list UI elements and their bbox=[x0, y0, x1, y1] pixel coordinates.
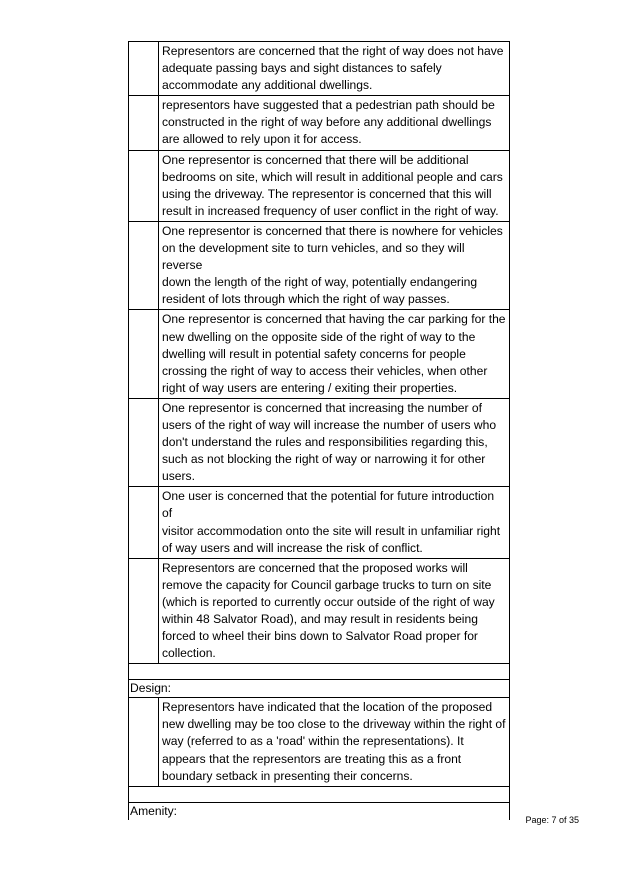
concern-row bbox=[129, 221, 509, 309]
spacer-row bbox=[129, 663, 509, 679]
concern-text: representors have suggested that a pedestrian path should be constructed in the right of way before any additional dwellings are allowed to rely upon it for access. bbox=[162, 98, 495, 147]
concern-text: One representor is concerned that there will be additional bedrooms on site, which will result in additional people and cars using the driveway. The representor is concerned that this will result in increased frequency of user conflict in the right of way. bbox=[162, 152, 503, 218]
concern-text: One user is concerned that the potential for future introduction of visitor accommodation onto the site will result in unfamiliar right of way users and will increase the risk of conflict. bbox=[162, 489, 501, 555]
concern-text: One representor is concerned that there is nowhere for vehicles on the development site to turn vehicles, and so they will reverse down the length of the right of way, potentially endangering resident of lots through which the right of way passes. bbox=[162, 223, 503, 307]
row-gutter bbox=[129, 151, 159, 221]
spacer-row bbox=[129, 786, 509, 802]
concern-row bbox=[129, 398, 509, 486]
concern-row bbox=[129, 486, 509, 557]
concern-text: One representor is concerned that having the car parking for the new dwelling on the opposite side of the right of way to the dwelling will result in potential safety concerns for people crossing the right of way to access their vehicles, when other right of way users are entering / exiting their properties. bbox=[162, 312, 506, 395]
row-gutter bbox=[129, 698, 159, 785]
representations-table bbox=[128, 41, 510, 820]
concern-row bbox=[129, 95, 509, 149]
concern-text: One representor is concerned that increasing the number of users of the right of way will increase the number of users who don't understand the rules and responsibilities regarding this, such as not blocking the right of way or narrowing it for other users. bbox=[162, 400, 497, 484]
section-heading-design: Design: bbox=[129, 679, 509, 697]
concern-text: Representors have indicated that the location of the proposed new dwelling may be too close to the driveway within the right of way (referred to as a 'road' within the representations). It appears that the representors are treating this as a front boundary setback in presenting their concerns. bbox=[162, 700, 506, 783]
page-number: Page: 7 of 35 bbox=[525, 815, 579, 825]
concern-row bbox=[129, 558, 509, 664]
concern-text: Representors are concerned that the proposed works will remove the capacity for Council garbage trucks to turn on site (which is reported to currently occur outside of the right of way within 48 Salvator Road), and may result in residents being forced to wheel their bins down to Salvator Road proper for collection. bbox=[162, 560, 495, 661]
row-gutter bbox=[129, 222, 159, 309]
concern-row bbox=[129, 41, 509, 95]
concern-text: Representors are concerned that the right of way does not have adequate passing bays and sight distances to safely accommodate any additional dwellings. bbox=[162, 44, 504, 93]
row-gutter bbox=[129, 399, 159, 486]
concern-row bbox=[129, 697, 509, 785]
row-gutter bbox=[129, 559, 159, 664]
row-gutter bbox=[129, 42, 159, 95]
row-gutter bbox=[129, 487, 159, 557]
row-gutter bbox=[129, 96, 159, 149]
concern-row bbox=[129, 150, 509, 221]
row-gutter bbox=[129, 310, 159, 397]
concern-row bbox=[129, 309, 509, 397]
section-heading-amenity: Amenity: bbox=[129, 802, 509, 820]
